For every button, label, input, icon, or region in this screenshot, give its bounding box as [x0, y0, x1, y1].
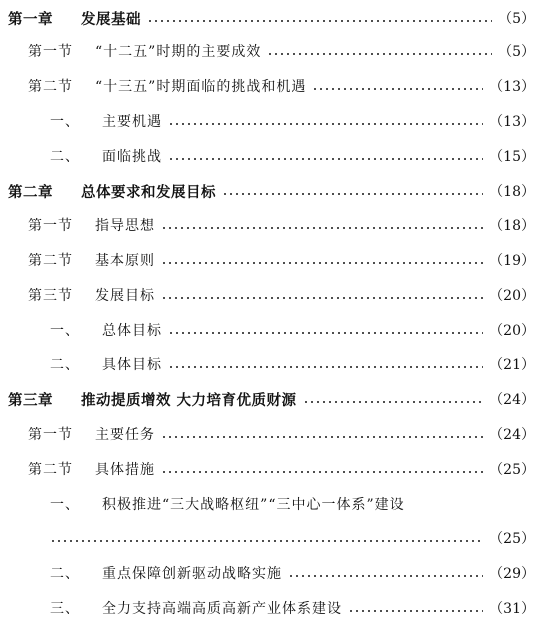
page-number: （19） — [489, 253, 535, 269]
item-title: 总体目标 — [102, 323, 162, 339]
section-title: 发展目标 — [95, 288, 155, 304]
page-number: （18） — [489, 184, 535, 200]
section-title: 基本原则 — [95, 253, 155, 269]
item-title: 具体目标 — [102, 357, 162, 373]
toc-item-3-2-1-continuation[interactable] — [50, 525, 535, 551]
dot-leader — [161, 227, 483, 229]
page-number: （24） — [489, 427, 535, 443]
item-title: 积极推进“三大战略枢纽”“三中心一体系”建设 — [102, 497, 405, 513]
dot-leader — [312, 88, 483, 90]
page-number: （25） — [489, 462, 535, 478]
toc-section-2-3[interactable] — [28, 282, 535, 308]
toc-item-1-2-2[interactable] — [50, 143, 535, 169]
item-number: 一、 — [50, 497, 80, 513]
toc-entry-title — [28, 250, 155, 270]
section-number: 第一节 — [28, 427, 73, 443]
dot-leader — [348, 610, 483, 612]
page-number: （20） — [489, 288, 535, 304]
toc-item-3-2-3[interactable] — [50, 595, 535, 621]
chapter-title: 总体要求和发展目标 — [81, 184, 216, 201]
page-number: （24） — [489, 392, 535, 408]
item-number: 一、 — [50, 114, 80, 130]
item-title: 全力支持高端高质高新产业体系建设 — [102, 601, 342, 617]
toc-entry-title — [8, 181, 216, 202]
toc-section-3-1[interactable] — [28, 421, 535, 447]
item-number: 一、 — [50, 323, 80, 339]
dot-leader — [168, 123, 483, 125]
toc-entry-title — [50, 598, 342, 618]
dot-leader — [168, 366, 483, 368]
toc-entry-title — [50, 320, 162, 340]
page-number: （5） — [498, 44, 535, 60]
section-title: 具体措施 — [95, 462, 155, 478]
section-number: 第二节 — [28, 79, 73, 95]
page-number: （15） — [489, 149, 535, 165]
page-number: （20） — [489, 323, 535, 339]
page-number: （29） — [489, 566, 535, 582]
chapter-title: 发展基础 — [81, 11, 141, 28]
toc-section-3-2[interactable] — [28, 456, 535, 482]
chapter-number: 第一章 — [8, 11, 53, 28]
toc-section-1-1[interactable] — [28, 38, 535, 64]
toc-entry-title — [28, 424, 155, 444]
item-title: 主要机遇 — [102, 114, 162, 130]
section-title: “十三五”时期面临的挑战和机遇 — [95, 79, 307, 95]
dot-leader — [267, 53, 492, 55]
toc-item-1-2-1[interactable] — [50, 108, 535, 134]
page-number: （31） — [489, 601, 535, 617]
page-number: （25） — [489, 531, 535, 547]
dot-leader — [50, 540, 483, 542]
toc-item-3-2-2[interactable] — [50, 560, 535, 586]
item-number: 二、 — [50, 357, 80, 373]
item-title: 重点保障创新驱动战略实施 — [102, 566, 282, 582]
dot-leader — [168, 332, 483, 334]
item-title: 面临挑战 — [102, 149, 162, 165]
toc-entry-title — [28, 41, 261, 61]
dot-leader — [168, 158, 483, 160]
toc-chapter-1[interactable] — [8, 5, 535, 31]
toc-entry-title — [28, 215, 155, 235]
section-title: “十二五”时期的主要成效 — [95, 44, 262, 60]
item-number: 三、 — [50, 601, 80, 617]
dot-leader — [161, 436, 483, 438]
toc-entry-title — [8, 389, 297, 410]
section-number: 第一节 — [28, 44, 73, 60]
toc-entry-title — [28, 76, 306, 96]
chapter-title: 推动提质增效 大力培育优质财源 — [81, 392, 297, 409]
item-number: 二、 — [50, 566, 80, 582]
toc-section-2-2[interactable] — [28, 247, 535, 273]
dot-leader — [161, 262, 483, 264]
toc-item-3-2-1[interactable] — [50, 491, 510, 517]
page-number: （13） — [489, 114, 535, 130]
toc-chapter-2[interactable] — [8, 178, 535, 204]
toc-entry-title — [50, 111, 162, 131]
page-number: （21） — [489, 357, 535, 373]
toc-entry-title — [50, 354, 162, 374]
dot-leader — [222, 193, 483, 195]
dot-leader — [288, 575, 483, 577]
toc-entry-title — [28, 285, 155, 305]
toc-item-2-3-2[interactable] — [50, 351, 535, 377]
toc-entry-title — [28, 459, 155, 479]
item-number: 二、 — [50, 149, 80, 165]
page-number: （13） — [489, 79, 535, 95]
section-number: 第二节 — [28, 462, 73, 478]
dot-leader — [161, 471, 483, 473]
toc-item-2-3-1[interactable] — [50, 317, 535, 343]
toc-section-1-2[interactable] — [28, 73, 535, 99]
chapter-number: 第三章 — [8, 392, 53, 409]
page-number: （5） — [498, 11, 535, 27]
toc-entry-title — [50, 494, 405, 514]
toc-section-2-1[interactable] — [28, 212, 535, 238]
dot-leader — [303, 401, 484, 403]
chapter-number: 第二章 — [8, 184, 53, 201]
toc-entry-title — [50, 146, 162, 166]
toc-entry-title — [8, 8, 141, 29]
toc-chapter-3[interactable] — [8, 386, 535, 412]
toc-entry-title — [50, 563, 282, 583]
section-title: 指导思想 — [95, 218, 155, 234]
page-number: （18） — [489, 218, 535, 234]
section-number: 第二节 — [28, 253, 73, 269]
section-title: 主要任务 — [95, 427, 155, 443]
section-number: 第一节 — [28, 218, 73, 234]
section-number: 第三节 — [28, 288, 73, 304]
dot-leader — [161, 297, 483, 299]
dot-leader — [147, 20, 492, 22]
